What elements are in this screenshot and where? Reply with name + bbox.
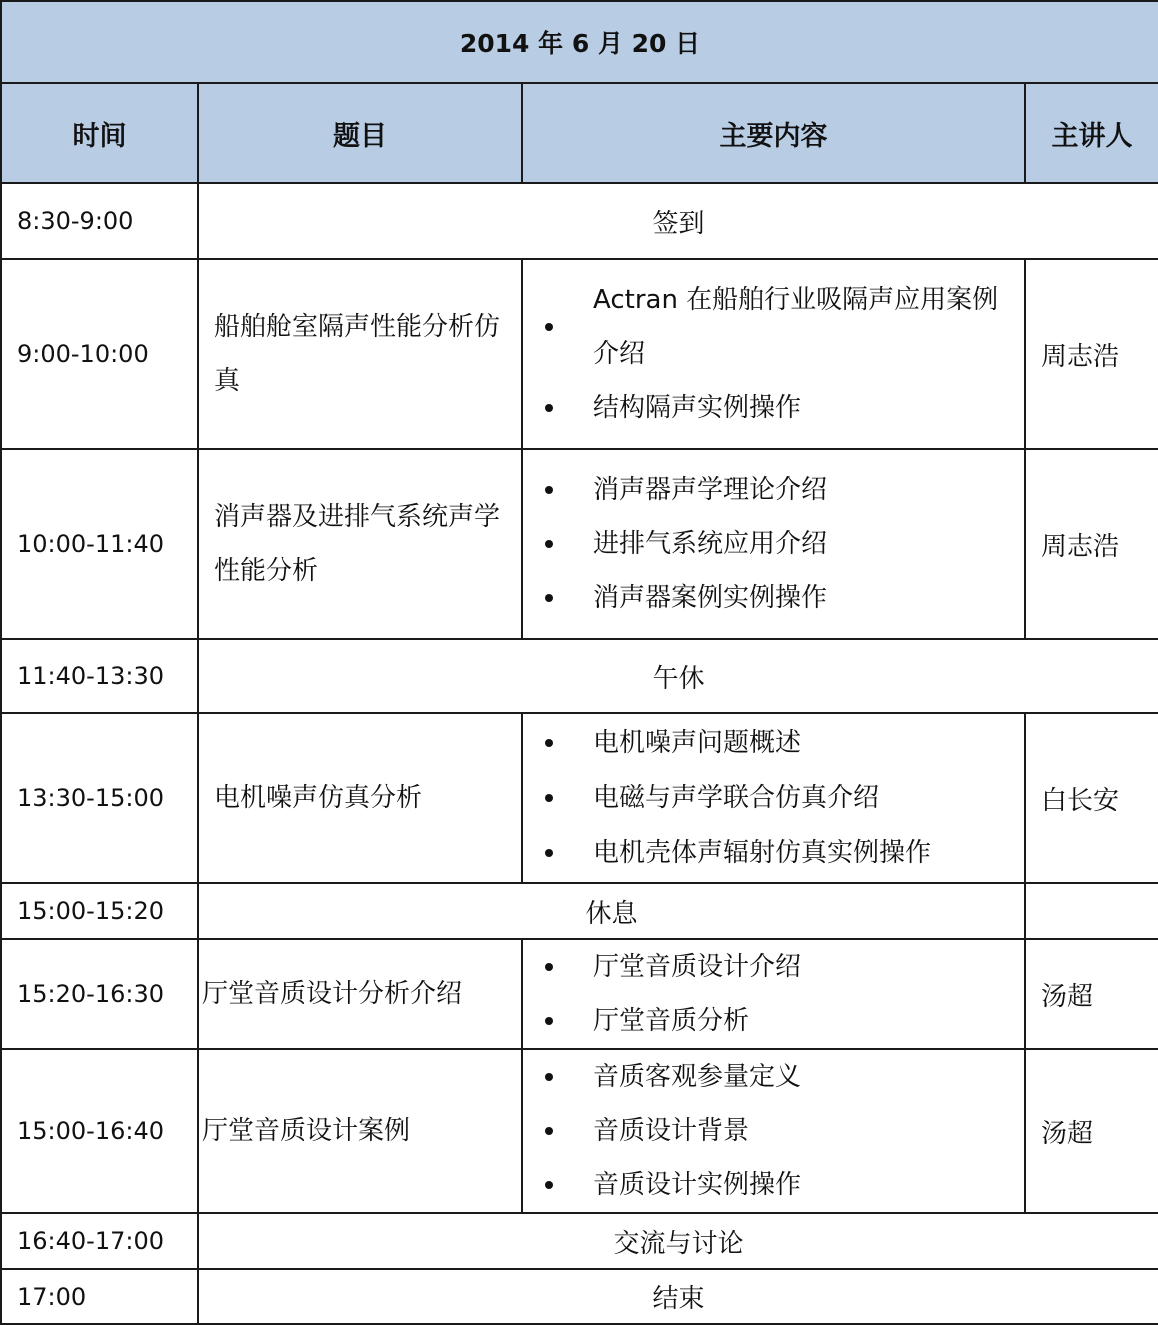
session-label: 交流与讨论 <box>198 1213 1158 1269</box>
list-item-text: 进排气系统应用介绍 <box>593 529 828 559</box>
table-row <box>1 259 1158 449</box>
session-label: 午休 <box>198 639 1158 713</box>
content-cell <box>522 259 1025 449</box>
bullet-icon <box>545 594 553 602</box>
content-cell <box>522 449 1025 639</box>
time-cell: 10:00-11:40 <box>1 449 198 639</box>
bullet-icon <box>545 1181 553 1189</box>
time-cell: 17:00 <box>1 1269 198 1324</box>
table-row <box>1 183 1158 259</box>
bullet-icon <box>545 1073 553 1081</box>
table-row <box>1 713 1158 883</box>
content-cell <box>522 713 1025 883</box>
list-item <box>541 1158 1020 1212</box>
topic-cell: 厅堂音质设计分析介绍 <box>198 939 522 1049</box>
bullet-icon <box>545 1127 553 1135</box>
list-item-text: Actran 在船舶行业吸隔声应用案例介绍 <box>593 285 999 369</box>
list-item <box>541 771 1020 826</box>
table-row <box>1 1049 1158 1213</box>
time-cell: 15:00-15:20 <box>1 883 198 939</box>
list-item <box>541 463 1020 517</box>
list-item-text: 厅堂音质设计介绍 <box>593 952 802 982</box>
list-item <box>541 381 1020 435</box>
list-item-text: 音质设计背景 <box>593 1116 750 1146</box>
column-header-speaker: 主讲人 <box>1025 83 1158 183</box>
speaker-cell: 周志浩 <box>1025 449 1158 639</box>
topic-cell: 船舶舱室隔声性能分析仿真 <box>198 259 522 449</box>
content-cell <box>522 939 1025 1049</box>
list-item-text: 厅堂音质分析 <box>593 1006 750 1036</box>
list-item <box>541 1104 1020 1158</box>
list-item <box>541 940 1020 994</box>
speaker-cell: 汤超 <box>1025 1049 1158 1213</box>
content-list <box>523 716 1024 881</box>
speaker-cell: 白长安 <box>1025 713 1158 883</box>
time-cell: 11:40-13:30 <box>1 639 198 713</box>
date-row <box>1 1 1158 83</box>
bullet-icon <box>545 540 553 548</box>
time-cell: 15:00-16:40 <box>1 1049 198 1213</box>
speaker-cell: 周志浩 <box>1025 259 1158 449</box>
list-item-text: 消声器声学理论介绍 <box>593 475 828 505</box>
speaker-cell-empty <box>1025 883 1158 939</box>
column-header-row <box>1 83 1158 183</box>
bullet-icon <box>545 963 553 971</box>
list-item <box>541 716 1020 771</box>
time-cell: 9:00-10:00 <box>1 259 198 449</box>
column-header-time: 时间 <box>1 83 198 183</box>
list-item <box>541 826 1020 881</box>
bullet-icon <box>545 323 553 331</box>
list-item-text: 电磁与声学联合仿真介绍 <box>593 782 880 813</box>
bullet-icon <box>545 849 553 857</box>
list-item <box>541 994 1020 1048</box>
bullet-icon <box>545 404 553 412</box>
column-header-topic: 题目 <box>198 83 522 183</box>
table-row <box>1 1269 1158 1324</box>
time-cell: 8:30-9:00 <box>1 183 198 259</box>
table-row <box>1 939 1158 1049</box>
time-cell: 15:20-16:30 <box>1 939 198 1049</box>
content-cell <box>522 1049 1025 1213</box>
content-list <box>523 940 1024 1048</box>
table-row <box>1 449 1158 639</box>
list-item-text: 音质设计实例操作 <box>593 1170 802 1200</box>
bullet-icon <box>545 1017 553 1025</box>
table-row <box>1 639 1158 713</box>
time-cell: 16:40-17:00 <box>1 1213 198 1269</box>
list-item-text: 消声器案例实例操作 <box>593 583 828 613</box>
list-item <box>541 1050 1020 1104</box>
content-list <box>523 463 1024 625</box>
date-heading: 2014 年 6 月 20 日 <box>1 1 1158 83</box>
bullet-icon <box>545 794 553 802</box>
session-label: 签到 <box>198 183 1158 259</box>
topic-cell: 厅堂音质设计案例 <box>198 1049 522 1213</box>
list-item <box>541 273 1020 381</box>
bullet-icon <box>545 739 553 747</box>
list-item-text: 电机壳体声辐射仿真实例操作 <box>593 837 932 868</box>
time-cell: 13:30-15:00 <box>1 713 198 883</box>
table-row <box>1 883 1158 939</box>
column-header-content: 主要内容 <box>522 83 1025 183</box>
table-row <box>1 1213 1158 1269</box>
list-item-text: 音质客观参量定义 <box>593 1062 802 1092</box>
list-item-text: 结构隔声实例操作 <box>593 393 802 423</box>
list-item <box>541 571 1020 625</box>
content-list <box>523 1050 1024 1212</box>
speaker-cell: 汤超 <box>1025 939 1158 1049</box>
content-list <box>523 273 1024 435</box>
bullet-icon <box>545 486 553 494</box>
list-item-text: 电机噪声问题概述 <box>593 727 802 758</box>
topic-cell: 消声器及进排气系统声学性能分析 <box>198 449 522 639</box>
list-item <box>541 517 1020 571</box>
session-label: 结束 <box>198 1269 1158 1324</box>
topic-cell: 电机噪声仿真分析 <box>198 713 522 883</box>
session-label: 休息 <box>198 883 1025 939</box>
